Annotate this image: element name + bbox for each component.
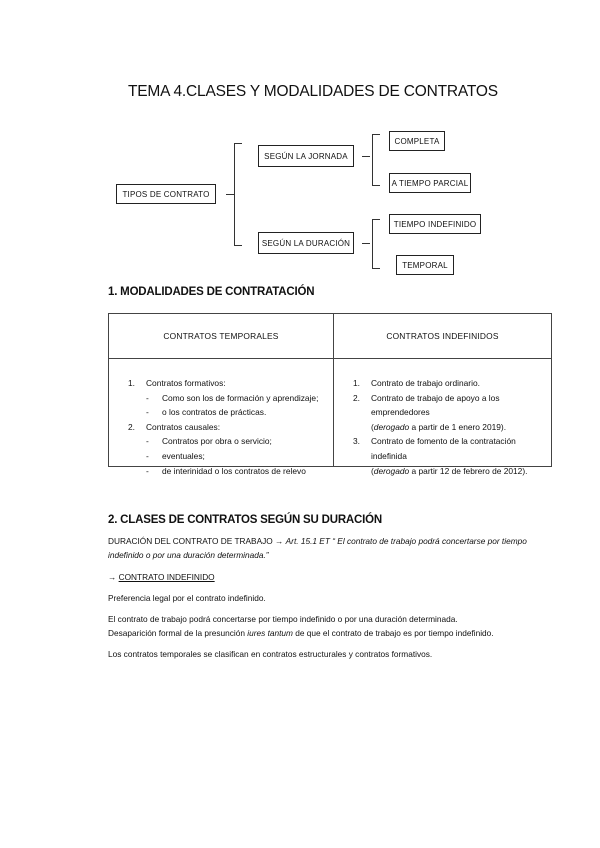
subitem-text: Como son los de formación y aprendizaje; bbox=[162, 392, 319, 403]
article-quote-cont: indefinido o por una duración determinada.” bbox=[108, 550, 269, 560]
page-title: TEMA 4.CLASES Y MODALIDADES DE CONTRATOS bbox=[128, 83, 498, 100]
item-text: Contratos causales: bbox=[146, 421, 221, 432]
paragraph-presuncion bbox=[108, 628, 494, 638]
contrato-indefinido-heading bbox=[108, 572, 215, 582]
item-number: 3. bbox=[353, 436, 360, 447]
leaf-label: A TIEMPO PARCIAL bbox=[391, 178, 469, 188]
list-item bbox=[128, 420, 326, 435]
bracket bbox=[372, 134, 373, 186]
bracket bbox=[372, 219, 373, 269]
connector bbox=[226, 194, 234, 195]
list-subitem bbox=[128, 391, 326, 406]
text: de que el contrato de trabajo es por tiempo indefinido. bbox=[292, 628, 494, 638]
derogado-text: derogado bbox=[373, 465, 410, 476]
item-number: 1. bbox=[128, 378, 135, 388]
leaf-label: COMPLETA bbox=[394, 136, 440, 146]
dash: - bbox=[146, 450, 149, 461]
diagram-leaf-temporal bbox=[396, 255, 454, 275]
list-item-cont bbox=[353, 464, 536, 479]
diagram-leaf-parcial bbox=[389, 173, 471, 193]
item-text: Contrato de trabajo de apoyo a los bbox=[371, 392, 500, 403]
arrow: → bbox=[108, 572, 119, 582]
diagram-branch-jornada bbox=[258, 145, 354, 167]
list-item-cont bbox=[353, 420, 536, 435]
item-text: indefinida bbox=[371, 450, 407, 461]
item-number: 2. bbox=[128, 421, 135, 432]
paragraph-clasificacion: Los contratos temporales se clasifican en contratos estructurales y contratos formativos. bbox=[108, 649, 433, 659]
paren: ( bbox=[371, 465, 374, 476]
subitem-text: Contratos por obra o servicio; bbox=[162, 436, 272, 447]
list-item bbox=[353, 376, 536, 391]
section-1-heading: 1. MODALIDADES DE CONTRATACIÓN bbox=[108, 286, 315, 298]
list-subitem bbox=[128, 405, 326, 420]
branch-label: SEGÚN LA JORNADA bbox=[264, 151, 348, 161]
article-quote: Art. 15.1 ET “ El contrato de trabajo podrá concertarse por tiempo bbox=[285, 536, 527, 546]
bracket bbox=[234, 143, 235, 246]
bracket bbox=[234, 245, 242, 246]
duration-lead: DURACIÓN DEL CONTRATO DE TRABAJO → bbox=[108, 536, 286, 546]
diagram-branch-duracion bbox=[258, 232, 354, 254]
text: Desaparición formal de la presunción bbox=[108, 628, 248, 638]
diagram-leaf-indefinido bbox=[389, 214, 481, 234]
item-text: emprendedores bbox=[371, 407, 430, 418]
connector bbox=[362, 243, 370, 244]
branch-label: SEGÚN LA DURACIÓN bbox=[261, 238, 351, 248]
table-cell-temporales bbox=[109, 359, 334, 476]
contracts-table bbox=[108, 313, 552, 476]
list-subitem bbox=[128, 434, 326, 449]
connector bbox=[362, 156, 370, 157]
table-header-indefinidos: CONTRATOS INDEFINIDOS bbox=[334, 314, 552, 359]
list-item bbox=[353, 391, 536, 406]
latin-term: iures tantum bbox=[247, 628, 293, 638]
bracket bbox=[372, 185, 380, 186]
bracket bbox=[372, 134, 380, 135]
section-2-heading: 2. CLASES DE CONTRATOS SEGÚN SU DURACIÓN bbox=[108, 514, 382, 526]
item-text: Contrato de trabajo ordinario. bbox=[371, 378, 480, 388]
leaf-label: TIEMPO INDEFINIDO bbox=[393, 219, 477, 229]
subitem-text: eventuales; bbox=[162, 450, 205, 461]
paragraph-preferencia: Preferencia legal por el contrato indefinido. bbox=[108, 593, 266, 603]
table-header-temporales: CONTRATOS TEMPORALES bbox=[109, 314, 334, 359]
table-cell-indefinidos bbox=[334, 359, 552, 476]
derogado-text: derogado bbox=[373, 421, 410, 432]
paragraph-duration bbox=[108, 536, 527, 546]
list-subitem bbox=[128, 464, 326, 479]
dash: - bbox=[146, 392, 149, 403]
underlined-heading: CONTRATO INDEFINIDO bbox=[118, 572, 215, 582]
list-item-cont bbox=[353, 449, 536, 464]
bracket bbox=[372, 268, 380, 269]
paren: ( bbox=[371, 421, 374, 432]
diagram-root-label: TIPOS DE CONTRATO bbox=[122, 189, 210, 199]
item-text: Contratos formativos: bbox=[146, 378, 226, 388]
subitem-text: de interinidad o los contratos de relevo bbox=[162, 465, 306, 476]
dash: - bbox=[146, 436, 149, 447]
subitem-text: o los contratos de prácticas. bbox=[162, 407, 267, 418]
list-item bbox=[353, 434, 536, 449]
list-item-cont bbox=[353, 405, 536, 420]
diagram-leaf-completa bbox=[389, 131, 445, 151]
list-item bbox=[128, 376, 326, 391]
item-number: 2. bbox=[353, 392, 360, 403]
paragraph-concertarse: El contrato de trabajo podrá concertarse por tiempo indefinido o por una duración determinada. bbox=[108, 614, 458, 624]
leaf-label: TEMPORAL bbox=[402, 260, 448, 270]
bracket bbox=[234, 143, 242, 144]
list-subitem bbox=[128, 449, 326, 464]
diagram-root-box bbox=[116, 184, 216, 204]
item-text: a partir 12 de febrero de 2012). bbox=[409, 465, 528, 476]
dash: - bbox=[146, 465, 149, 476]
item-number: 1. bbox=[353, 378, 360, 388]
item-text: a partir de 1 enero 2019). bbox=[409, 421, 507, 432]
bracket bbox=[372, 219, 380, 220]
dash: - bbox=[146, 407, 149, 418]
item-text: Contrato de fomento de la contratación bbox=[371, 436, 516, 447]
